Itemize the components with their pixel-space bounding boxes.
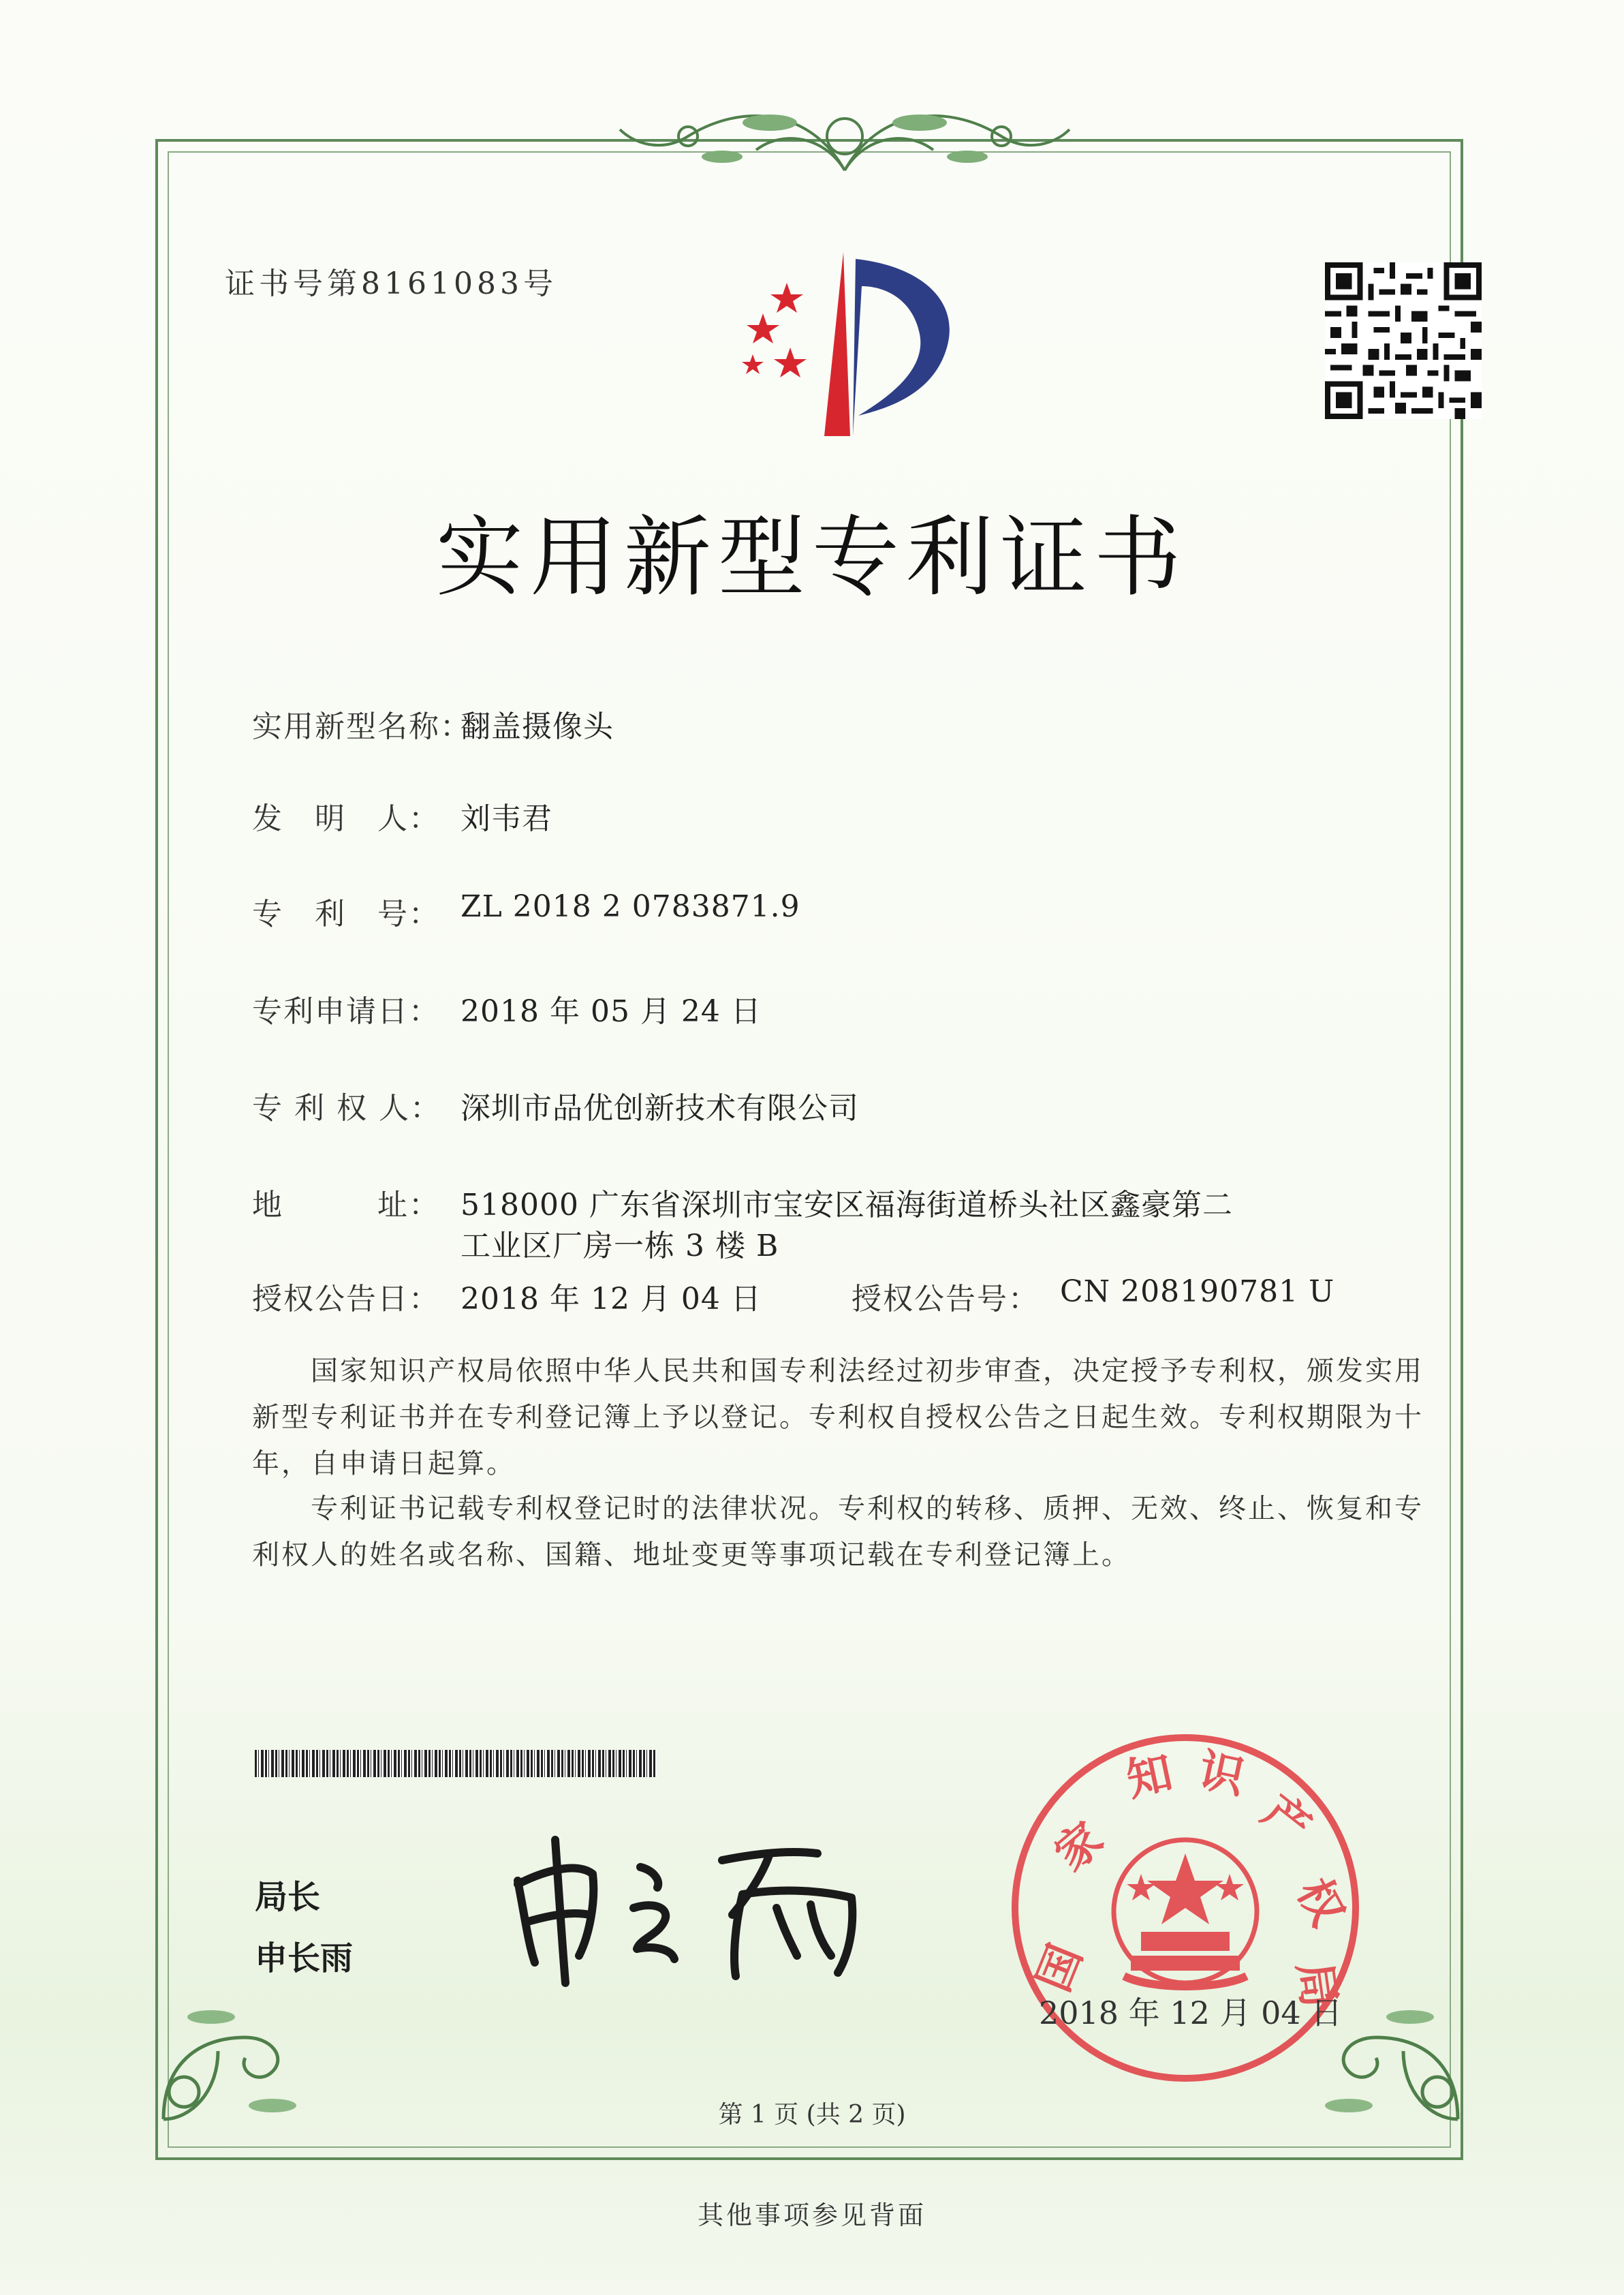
svg-text:知: 知 xyxy=(1122,1746,1177,1807)
qr-code-icon xyxy=(1325,262,1482,419)
svg-text:权: 权 xyxy=(1287,1870,1355,1935)
inventor-value: 刘韦君 xyxy=(460,801,552,836)
page-indicator: 第 1 页 (共 2 页) xyxy=(718,2101,906,2129)
grant-date-value: 2018 年 12 月 04 日 xyxy=(460,1282,762,1316)
application-date-value: 2018 年 05 月 24 日 xyxy=(460,994,762,1029)
certificate-title: 实用新型专利证书 xyxy=(435,507,1188,609)
patentee-value: 深圳市品优创新技术有限公司 xyxy=(460,1091,859,1126)
svg-text:识: 识 xyxy=(1194,1743,1249,1804)
signatory-name: 申长雨 xyxy=(255,1939,354,1977)
grant-number-label: 授权公告号： xyxy=(852,1282,1040,1316)
svg-text:国: 国 xyxy=(1027,1937,1093,1999)
utility-model-name-label: 实用新型名称： xyxy=(252,709,471,744)
barcode-icon xyxy=(255,1750,657,1777)
svg-text:家: 家 xyxy=(1044,1812,1113,1881)
official-seal-icon xyxy=(995,1717,1376,2099)
utility-model-name-value: 翻盖摄像头 xyxy=(460,709,614,744)
address-line-1: 518000 广东省深圳市宝安区福海街道桥头社区鑫豪第二 xyxy=(460,1188,1233,1222)
grant-date-label: 授权公告日： xyxy=(252,1282,440,1316)
patent-number-label: 专 利 号： xyxy=(252,897,440,931)
address-line-2: 工业区厂房一栋 3 楼 B xyxy=(460,1229,779,1263)
legal-paragraph-2: 专利证书记载专利权登记时的法律状况。专利权的转移、质押、无效、终止、恢复和专利权人的姓名或名称、国籍、地址变更等事项记载在专利登记簿上。 xyxy=(252,1493,1424,1571)
legal-paragraph-1: 国家知识产权局依照中华人民共和国专利法经过初步审查，决定授予专利权，颁发实用新型专利证书并在专利登记簿上予以登记。专利权自授权公告之日起生效。专利权期限为十年，自申请日起算。 xyxy=(252,1355,1424,1479)
certificate-number: 证书号第8161083号 xyxy=(225,266,557,301)
handwritten-signature-icon xyxy=(497,1819,879,1990)
svg-text:产: 产 xyxy=(1253,1785,1321,1854)
patentee-label: 专 利 权 人： xyxy=(252,1091,441,1126)
svg-text:局: 局 xyxy=(1287,1958,1346,2011)
grant-number-value: CN 208190781 U xyxy=(1060,1274,1335,1309)
back-side-note: 其他事项参见背面 xyxy=(697,2200,926,2230)
address-label: 地 址： xyxy=(252,1188,440,1222)
patent-office-logo-icon xyxy=(722,245,981,443)
signatory-title: 局长 xyxy=(255,1878,321,1916)
application-date-label: 专利申请日： xyxy=(252,994,440,1029)
patent-number-value: ZL 2018 2 0783871.9 xyxy=(460,889,800,924)
seal-date: 2018 年 12 月 04 日 xyxy=(1039,1994,1343,2031)
inventor-label: 发 明 人： xyxy=(252,801,440,836)
top-ornament-icon xyxy=(606,95,1083,184)
